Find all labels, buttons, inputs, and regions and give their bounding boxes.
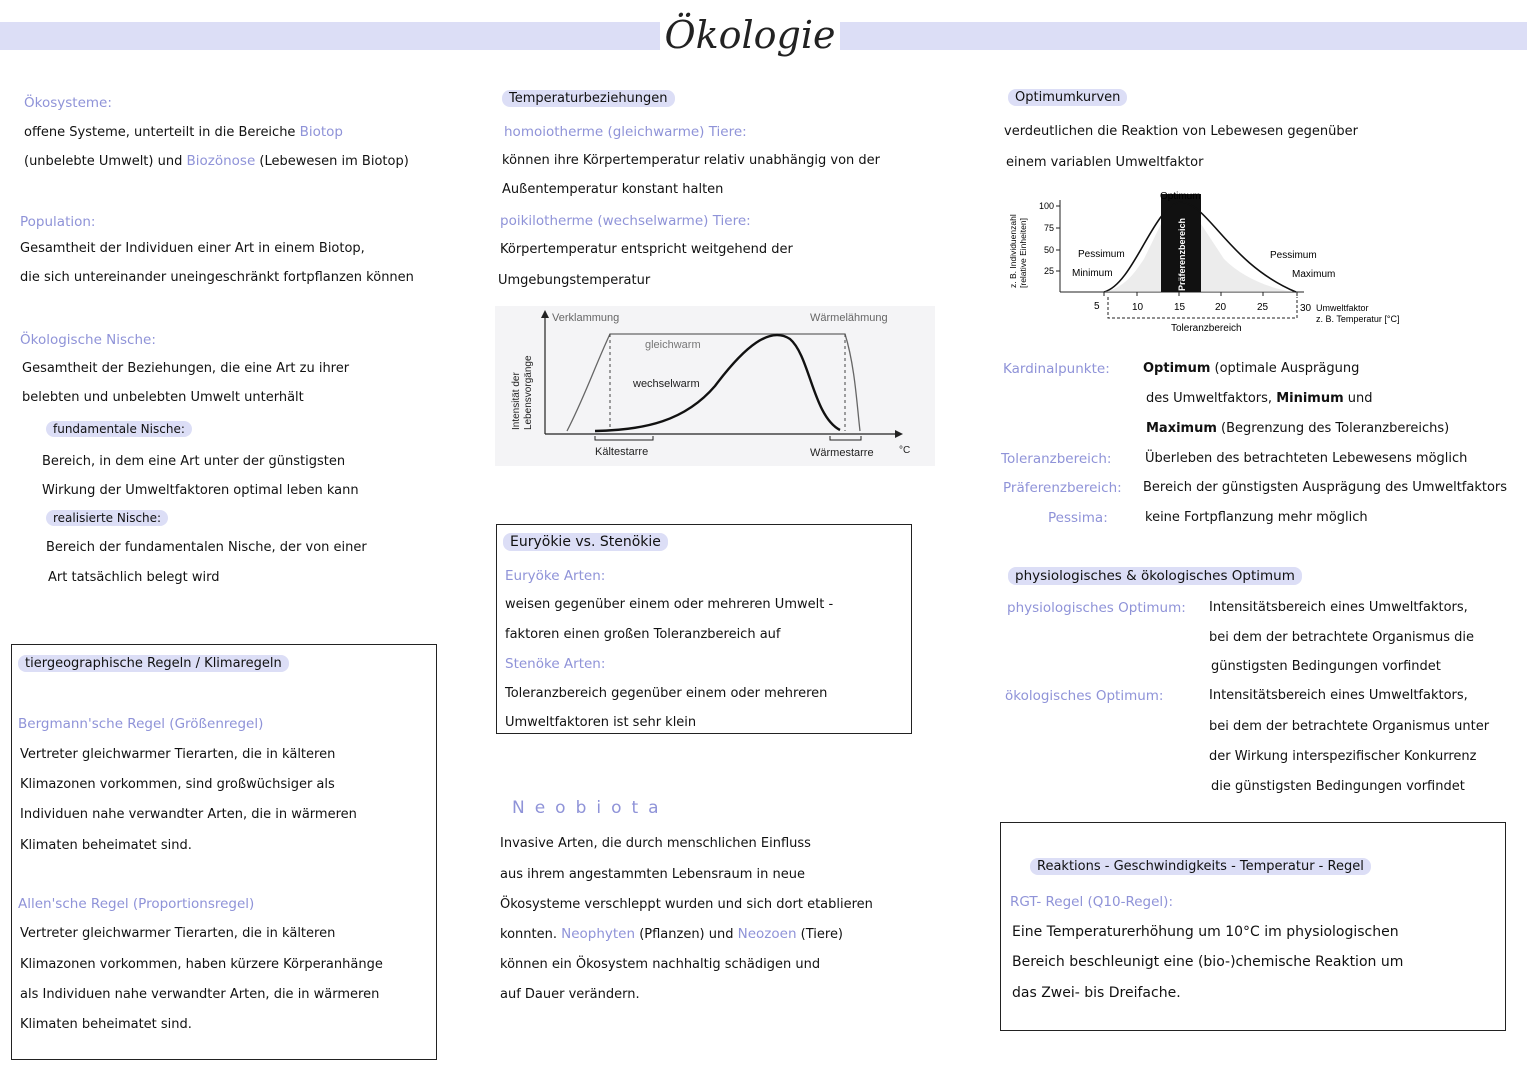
xtick-10: 10 — [1132, 302, 1144, 313]
gleichwarm-label: gleichwarm — [645, 339, 701, 351]
allen-line-4: Klimaten beheimatet sind. — [20, 1017, 192, 1032]
bergmann-heading: Bergmann'sche Regel (Größenregel) — [18, 716, 264, 732]
poikilo-line-2: Umgebungstemperatur — [498, 273, 651, 288]
bergmann-line-4: Klimaten beheimatet sind. — [20, 838, 192, 853]
nische-line-2: belebten und unbelebten Umwelt unterhält — [22, 390, 304, 405]
homoio-line-2: Außentemperatur konstant halten — [502, 182, 724, 197]
realisierte-nische-heading: realisierte Nische: — [46, 510, 168, 526]
ytick-100: 100 — [1038, 201, 1054, 211]
maximum-label: Maximum — [1292, 269, 1336, 280]
oeko-line-1: Intensitätsbereich eines Umweltfaktors, — [1209, 688, 1468, 703]
degree-unit-label: °C — [899, 445, 911, 456]
rgt-heading: Reaktions - Geschwindigkeits - Temperatur - Regel — [1030, 858, 1371, 875]
opt-xlabel-2: z. B. Temperatur [°C] — [1316, 314, 1400, 324]
temp-chart-ylabel-2: Lebensvorgänge — [523, 355, 534, 430]
neo-line-4: konnten. Neophyten (Pflanzen) und Neozoen (Tiere) — [500, 926, 844, 942]
oeko-line-3: der Wirkung interspezifischer Konkurrenz — [1209, 749, 1477, 764]
oeko-line-4: die günstigsten Bedingungen vorfindet — [1211, 779, 1465, 794]
neo-line-1: Invasive Arten, die durch menschlichen Einfluss — [500, 836, 811, 851]
bergmann-line-3: Individuen nahe verwandter Arten, die in wärmeren — [20, 807, 357, 822]
neo-line-2: aus ihrem angestammten Lebensraum in neue — [500, 867, 805, 882]
neo-line-5: können ein Ökosystem nachhaltig schädigen und — [500, 957, 821, 972]
opt-line-2: einem variablen Umweltfaktor — [1006, 155, 1204, 170]
bergmann-line-1: Vertreter gleichwarmer Tierarten, die in kälteren — [20, 747, 336, 762]
pessimum-left-label: Pessimum — [1078, 249, 1125, 260]
rgt-line-1: Eine Temperaturerhöhung um 10°C im physiologischen — [1012, 924, 1399, 940]
temp-chart-ylabel-1: Intensität der — [511, 372, 522, 430]
steno-line-1: Toleranzbereich gegenüber einem oder mehreren — [505, 686, 828, 701]
xtick-15: 15 — [1174, 302, 1186, 313]
neobiota-heading: Neobiota — [512, 798, 669, 818]
fundamentale-nische-heading: fundamentale Nische: — [46, 421, 192, 437]
phys-line-2: bei dem der betrachtete Organismus die — [1209, 630, 1474, 645]
kard-line-2: des Umweltfaktors, Minimum und — [1146, 391, 1373, 406]
oekosysteme-line-1: offene Systeme, unterteilt in die Bereiche Biotop — [24, 124, 343, 140]
optimumkurven-heading: Optimumkurven — [1008, 89, 1127, 106]
nische-heading: Ökologische Nische: — [20, 332, 156, 348]
praeferenz-label: Präferenzbereich — [1177, 217, 1187, 291]
phys-line-3: günstigsten Bedingungen vorfindet — [1211, 659, 1441, 674]
waermelaehmung-label: Wärmelähmung — [810, 312, 888, 324]
toleranzbereich-text: Überleben des betrachteten Lebewesens möglich — [1145, 451, 1468, 466]
allen-line-2: Klimazonen vorkommen, haben kürzere Körperanhänge — [20, 957, 383, 972]
poikilotherme-heading: poikilotherme (wechselwarme) Tiere: — [500, 213, 751, 229]
biotop-term: Biotop — [299, 124, 343, 140]
ytick-25: 25 — [1043, 266, 1054, 276]
euryoekie-heading: Euryökie vs. Stenökie — [503, 533, 668, 551]
physiologisch-oekologisch-heading: physiologisches & ökologisches Optimum — [1008, 567, 1302, 585]
allen-heading: Allen'sche Regel (Proportionsregel) — [18, 896, 255, 912]
xtick-20: 20 — [1215, 302, 1227, 313]
opt-ylabel-1: z. B. Individuenzahl — [1008, 214, 1018, 288]
steno-line-2: Umweltfaktoren ist sehr klein — [505, 715, 697, 730]
eury-line-1: weisen gegenüber einem oder mehreren Umwelt - — [505, 597, 834, 612]
allen-line-1: Vertreter gleichwarmer Tierarten, die in kälteren — [20, 926, 336, 941]
xtick-5: 5 — [1094, 301, 1100, 312]
toleranzbereich-heading: Toleranzbereich: — [1001, 451, 1112, 467]
nische-line-1: Gesamtheit der Beziehungen, die eine Art zu ihrer — [22, 361, 350, 376]
minimum-label: Minimum — [1072, 268, 1113, 279]
phys-line-1: Intensitätsbereich eines Umweltfaktors, — [1209, 600, 1468, 615]
oekologisches-optimum-heading: ökologisches Optimum: — [1005, 688, 1164, 704]
rgt-line-3: das Zwei- bis Dreifache. — [1012, 985, 1181, 1001]
allen-line-3: als Individuen nahe verwandter Arten, die in wärmeren — [20, 987, 380, 1002]
kard-line-1: Optimum (optimale Ausprägung — [1143, 361, 1360, 376]
neozoen-term: Neozoen — [737, 926, 797, 942]
real-line-1: Bereich der fundamentalen Nische, der von einer — [46, 540, 367, 555]
opt-xlabel-1: Umweltfaktor — [1316, 303, 1369, 313]
waermestarre-label: Wärmestarre — [810, 447, 874, 459]
poikilo-line-1: Körpertemperatur entspricht weitgehend der — [500, 242, 793, 257]
homoiotherme-heading: homoiotherme (gleichwarme) Tiere: — [504, 124, 747, 140]
praeferenzbereich-text: Bereich der günstigsten Ausprägung des Umweltfaktors — [1143, 480, 1508, 495]
xtick-30: 30 — [1300, 303, 1312, 314]
oeko-line-2: bei dem der betrachtete Organismus unter — [1209, 719, 1490, 734]
toleranz-label: Toleranzbereich — [1171, 323, 1242, 334]
tiergeo-heading: tiergeographische Regeln / Klimaregeln — [18, 655, 289, 672]
temperaturbeziehungen-heading: Temperaturbeziehungen — [502, 90, 675, 107]
ytick-50: 50 — [1043, 245, 1054, 255]
kardinalpunkte-heading: Kardinalpunkte: — [1003, 361, 1110, 377]
page-title: Ökologie — [660, 4, 840, 66]
pessima-text: keine Fortpflanzung mehr möglich — [1145, 510, 1368, 525]
neo-line-3: Ökosysteme verschleppt wurden und sich dort etablieren — [500, 897, 873, 912]
neo-line-6: auf Dauer verändern. — [500, 987, 640, 1002]
fund-line-2: Wirkung der Umweltfaktoren optimal leben kann — [42, 483, 359, 498]
eury-line-2: faktoren einen großen Toleranzbereich auf — [505, 627, 781, 642]
euryoeke-heading: Euryöke Arten: — [505, 568, 606, 584]
kard-line-3: Maximum (Begrenzung des Toleranzbereichs) — [1146, 421, 1450, 436]
praeferenzbereich-heading: Präferenzbereich: — [1003, 480, 1122, 496]
biozoenose-term: Biozönose — [186, 153, 256, 169]
verklammung-label: Verklammung — [552, 312, 620, 324]
xtick-25: 25 — [1257, 302, 1269, 313]
pessimum-right-label: Pessimum — [1270, 250, 1317, 261]
opt-ylabel-2: [relative Einheiten] — [1018, 218, 1028, 288]
optimum-label: Optimum — [1160, 191, 1201, 202]
oekosysteme-heading: Ökosysteme: — [24, 95, 112, 111]
temperature-chart — [495, 306, 935, 466]
opt-line-1: verdeutlichen die Reaktion von Lebewesen gegenüber — [1004, 124, 1358, 139]
kaeltestarre-label: Kältestarre — [595, 446, 649, 458]
x-ticks — [1104, 292, 1297, 296]
y-ticks — [1056, 206, 1060, 271]
optimum-chart — [1004, 184, 1424, 340]
stenoeke-heading: Stenöke Arten: — [505, 656, 606, 672]
pessima-heading: Pessima: — [1048, 510, 1108, 526]
bergmann-line-2: Klimazonen vorkommen, sind großwüchsiger als — [20, 777, 335, 792]
population-line-1: Gesamtheit der Individuen einer Art in einem Biotop, — [20, 241, 365, 256]
real-line-2: Art tatsächlich belegt wird — [48, 570, 220, 585]
population-heading: Population: — [20, 214, 96, 230]
neophyten-term: Neophyten — [561, 926, 636, 942]
ytick-75: 75 — [1043, 223, 1054, 233]
oekosysteme-line-2: (unbelebte Umwelt) und Biozönose (Lebewesen im Biotop) — [24, 153, 409, 169]
fund-line-1: Bereich, in dem eine Art unter der günstigsten — [42, 454, 346, 469]
physiologisches-optimum-heading: physiologisches Optimum: — [1007, 600, 1186, 616]
rgt-line-2: Bereich beschleunigt eine (bio-)chemische Reaktion um — [1012, 954, 1404, 970]
homoio-line-1: können ihre Körpertemperatur relativ unabhängig von der — [502, 153, 880, 168]
population-line-2: die sich untereinander uneingeschränkt fortpflanzen können — [20, 270, 414, 285]
wechselwarm-label: wechselwarm — [633, 378, 700, 390]
rgt-rule-heading: RGT- Regel (Q10-Regel): — [1010, 894, 1173, 910]
